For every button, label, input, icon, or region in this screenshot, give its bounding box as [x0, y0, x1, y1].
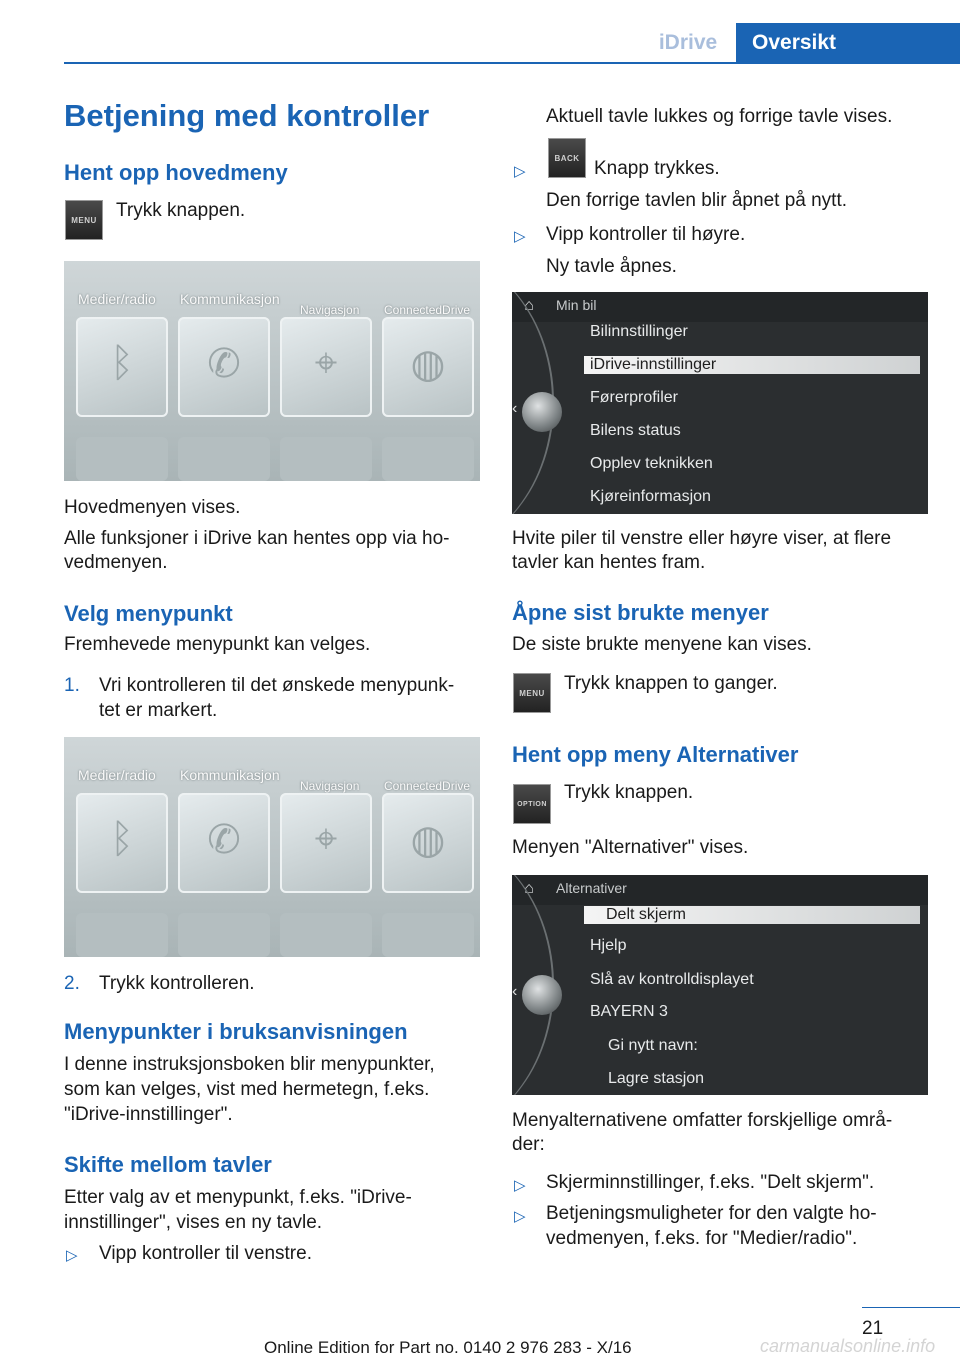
heading-sist-brukte: Åpne sist brukte menyer	[512, 600, 769, 625]
screen-label-medier: Medier/radio	[78, 291, 156, 307]
text-aktuell-tavle: Aktuell tavle lukkes og forrige tavle vises.	[546, 106, 893, 127]
text-menypunkter-2: som kan velges, vist med hermetegn, f.eks.	[64, 1079, 430, 1100]
text-trykk-to-ganger: Trykk knappen to ganger.	[564, 673, 778, 694]
header-tab-oversikt: Oversikt	[736, 23, 960, 63]
text-ny-tavle: Ny tavle åpnes.	[546, 256, 677, 277]
main-menu-screenshot-2	[64, 737, 480, 957]
text-alle-funksjoner-1: Alle funksjoner i iDrive kan hentes opp via ho‐	[64, 528, 450, 549]
screen-label-navigasjon: Navigasjon	[300, 779, 360, 793]
text-alle-funksjoner-2: vedmenyen.	[64, 552, 168, 573]
heading-menypunkter: Menypunkter i bruksanvisningen	[64, 1019, 408, 1044]
phone-icon: ✆	[207, 342, 241, 386]
menu-item: Opplev teknikken	[590, 455, 713, 472]
controller-knob-icon	[522, 392, 562, 432]
map-icon: ⌖	[314, 341, 338, 385]
connecteddrive-tile	[382, 793, 474, 893]
phone-tile	[178, 793, 270, 893]
bluetooth-tile	[76, 793, 168, 893]
menu-item: Bilinnstillinger	[590, 323, 688, 340]
menu-item: Lagre stasjon	[608, 1070, 705, 1087]
text-forrige-tavle: Den forrige tavlen blir åpnet på nytt.	[546, 190, 848, 211]
text-siste-brukte: De siste brukte menyene kan vises.	[512, 634, 812, 655]
min-bil-menu-screenshot	[512, 292, 928, 514]
home-icon: ⌂	[524, 297, 534, 314]
menu-button-icon: MENU	[513, 673, 551, 713]
screen-label-kommunikasjon: Kommunikasjon	[180, 767, 280, 783]
step-1-line-2: tet er markert.	[99, 700, 218, 721]
alternativer-menu-screenshot	[512, 875, 928, 1095]
bluetooth-icon: ᛒ	[110, 817, 134, 861]
text-skifte-2: innstillinger", vises en ny tavle.	[64, 1212, 323, 1233]
menu-item: Førerprofiler	[590, 389, 679, 406]
header-rule	[64, 62, 960, 64]
menu-item: Gi nytt navn:	[608, 1037, 698, 1054]
connecteddrive-tile	[382, 317, 474, 417]
bullet-betjening-1: Betjeningsmuligheter for den valgte ho‐	[546, 1203, 877, 1224]
text-hvite-piler-1: Hvite piler til venstre eller høyre viser, at flere	[512, 528, 892, 549]
bullet-icon: ▷	[66, 1247, 78, 1264]
home-icon: ⌂	[524, 880, 534, 897]
heading-alternativer: Hent opp meny Alternativer	[512, 742, 799, 767]
globe-icon: ◍	[410, 818, 446, 862]
heading-velg-menypunkt: Velg menypunkt	[64, 601, 233, 626]
bullet-icon: ▷	[514, 1208, 526, 1225]
footer-rule	[862, 1307, 960, 1308]
step-number-1: 1.	[64, 675, 80, 696]
text-hovedmenyen-vises: Hovedmenyen vises.	[64, 497, 241, 518]
bullet-icon: ▷	[514, 228, 526, 245]
menu-item: Bilens status	[590, 422, 681, 439]
controller-knob-icon	[522, 975, 562, 1015]
text-menypunkter-1: I denne instruksjonsboken blir menypunkter,	[64, 1054, 435, 1075]
bullet-betjening-2: vedmenyen, f.eks. for "Medier/radio".	[546, 1228, 858, 1249]
option-button-icon: OPTION	[513, 784, 551, 824]
menu-item: Kjøreinformasjon	[590, 488, 711, 505]
menu-item-selected: iDrive-innstillinger	[584, 356, 920, 374]
text-menyalternativene-2: der:	[512, 1134, 545, 1155]
screen-crumb: Alternativer	[556, 880, 627, 896]
header-section-idrive: iDrive	[640, 23, 736, 63]
navigation-tile	[280, 317, 372, 417]
bullet-vipp-hoyre: Vipp kontroller til høyre.	[546, 224, 746, 245]
step-2-text: Trykk kontrolleren.	[99, 973, 255, 994]
bullet-vipp-venstre: Vipp kontroller til venstre.	[99, 1243, 312, 1264]
screen-label-navigasjon: Navigasjon	[300, 303, 360, 317]
text-menyalternativene-1: Menyalternativene omfatter forskjellige områ‐	[512, 1110, 893, 1131]
step-1-line-1: Vri kontrolleren til det ønskede menypunk‐	[99, 675, 455, 696]
menu-item: Hjelp	[590, 937, 627, 954]
phone-icon: ✆	[207, 818, 241, 862]
bluetooth-icon: ᛒ	[110, 341, 134, 385]
footer-edition: Online Edition for Part no. 0140 2 976 283 - X/16	[264, 1338, 632, 1357]
back-button-icon: BACK	[548, 138, 586, 178]
screen-label-connecteddrive: ConnectedDrive	[384, 303, 471, 317]
text-fremhevede: Fremhevede menypunkt kan velges.	[64, 634, 371, 655]
menu-item-selected: Delt skjerm	[584, 906, 920, 924]
bluetooth-tile	[76, 317, 168, 417]
screen-label-connecteddrive: ConnectedDrive	[384, 779, 471, 793]
menu-item: BAYERN 3	[590, 1003, 668, 1020]
main-menu-screenshot	[64, 261, 480, 481]
text-menypunkter-3: "iDrive-innstillinger".	[64, 1104, 233, 1125]
heading-skifte-tavler: Skifte mellom tavler	[64, 1152, 272, 1177]
text-skifte-1: Etter valg av et menypunkt, f.eks. "iDrive-	[64, 1187, 412, 1208]
phone-tile	[178, 317, 270, 417]
menu-item: Slå av kontrolldisplayet	[590, 971, 754, 988]
text-menyen-alternativer: Menyen "Alternativer" vises.	[512, 837, 749, 858]
map-icon: ⌖	[314, 817, 338, 861]
screen-label-medier: Medier/radio	[78, 767, 156, 783]
instruction-text: Trykk knappen.	[116, 200, 246, 221]
text-trykk-knappen: Trykk knappen.	[564, 782, 694, 803]
screen-label-kommunikasjon: Kommunikasjon	[180, 291, 280, 307]
text-hvite-piler-2: tavler kan hentes fram.	[512, 552, 706, 573]
navigation-tile	[280, 793, 372, 893]
globe-icon: ◍	[410, 342, 446, 386]
bullet-skjerminnstillinger: Skjerminnstillinger, f.eks. "Delt skjerm".	[546, 1172, 875, 1193]
bullet-icon: ▷	[514, 163, 526, 180]
left-arrow-icon: ‹	[512, 400, 518, 417]
screen-crumb: Min bil	[556, 297, 597, 313]
menu-button-icon: MENU	[65, 200, 103, 240]
heading-hent-opp-hovedmeny: Hent opp hovedmeny	[64, 160, 288, 185]
page-number: 21	[862, 1318, 884, 1339]
left-arrow-icon: ‹	[512, 983, 518, 1000]
step-number-2: 2.	[64, 973, 80, 994]
watermark: carmanualsonline.info	[760, 1336, 936, 1356]
page-title: Betjening med kontroller	[64, 98, 430, 133]
bullet-icon: ▷	[514, 1177, 526, 1194]
text-knapp-trykkes: Knapp trykkes.	[594, 158, 720, 179]
